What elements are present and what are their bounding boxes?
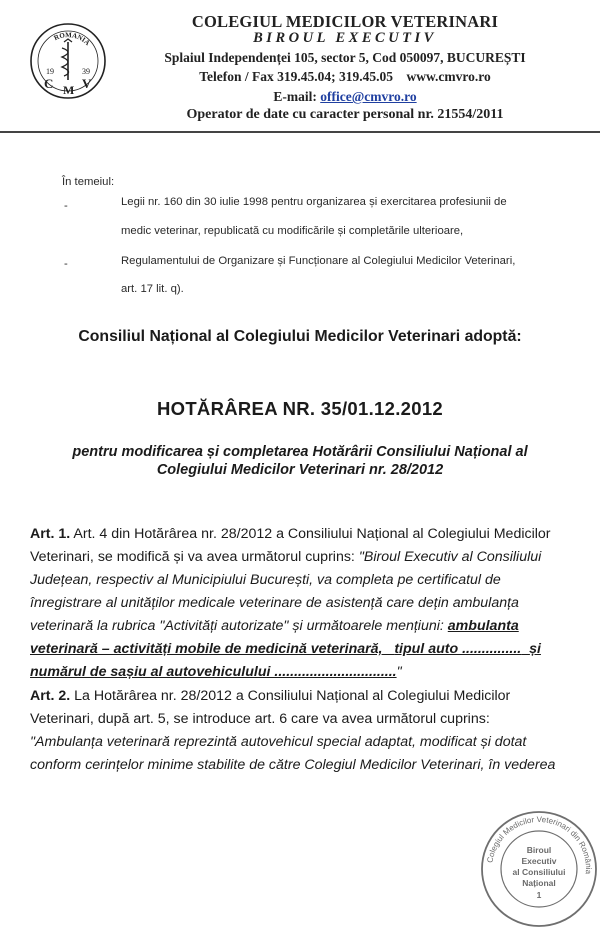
art1-text-7a: numărul de sașiu al autovehiculului ...............................	[30, 664, 397, 680]
art1-line-4: înregistrare al unităților medicale veterinare de asistență care dețin ambulanța	[30, 595, 519, 611]
art1-line-2	[30, 549, 541, 565]
council-adopts: Consiliul Național al Colegiului Medicilor Veterinari adoptă:	[78, 328, 522, 345]
basis-item-2-line-2: art. 17 lit. q).	[121, 283, 184, 295]
art1-text-6c: și	[529, 641, 541, 657]
basis-item-1-line-1: Legii nr. 160 din 30 iulie 1998 pentru organizarea și exercitarea profesiunii de	[121, 196, 507, 208]
art1-line-5	[30, 618, 519, 634]
stamp-line-4: Național	[522, 878, 556, 888]
basis-item-2-line-1: Regulamentului de Organizare și Funcționare al Colegiului Medicilor Veterinari,	[121, 255, 516, 267]
art2-line-3: "Ambulanța veterinară reprezintă autovehicul special adaptat, modificat și dotat	[30, 734, 527, 750]
bureau-name: BIROUL EXECUTIV	[253, 30, 437, 46]
website-link[interactable]: www.cmvro.ro	[406, 69, 491, 84]
stamp-line-3: al Consiliului	[512, 867, 566, 877]
stamp-line-2: Executiv	[521, 856, 557, 866]
art1-text-2a: Veterinari, se modifică și va avea următorul cuprins:	[30, 549, 359, 565]
art1-text-5b: "Activități autorizate"	[159, 618, 289, 634]
phone-line	[110, 69, 580, 85]
official-stamp	[478, 808, 600, 930]
logo-letter-m: M	[63, 83, 75, 97]
operator-line: Operator de date cu caracter personal nr. 21554/2011	[186, 107, 504, 122]
org-name: COLEGIUL MEDICILOR VETERINARI	[191, 12, 499, 31]
art1-text-5c: și următoarele mențiuni:	[288, 618, 448, 634]
basis-dash-2: -	[64, 258, 68, 270]
logo-country-text: ROMANIA	[52, 31, 92, 48]
basis-item-1-line-2: medic veterinar, republicată cu modificările și completările ulterioare,	[121, 225, 464, 237]
art1-text-6a: veterinară – activități mobile de medicină veterinară,	[30, 641, 383, 657]
basis-dash-1: -	[64, 200, 68, 212]
art1-line-1	[30, 526, 551, 542]
art2-line-1	[30, 688, 510, 704]
logo-year-right: 39	[82, 67, 90, 76]
stamp-ring-text: Colegiul Medicilor Veterinari din România	[485, 814, 594, 875]
stamp-line-1: Biroul	[526, 845, 552, 855]
email-line	[110, 89, 580, 105]
decision-title: HOTĂRÂREA NR. 35/01.12.2012	[156, 398, 444, 419]
art2-line-2: Veterinari, după art. 5, se introduce art. 6 care va avea următorul cuprins:	[30, 711, 490, 727]
header-divider	[0, 131, 600, 133]
svg-text:ROMANIA	[53, 31, 92, 47]
decision-subtitle-line-1: pentru modificarea și completarea Hotărârii Consiliului Național al	[72, 444, 528, 460]
email-link[interactable]: office@cmvro.ro	[320, 89, 417, 104]
cmv-logo	[29, 22, 107, 100]
email-label: E-mail:	[273, 89, 317, 104]
art1-text-7b: "	[396, 664, 402, 680]
art1-label: Art. 1.	[30, 526, 71, 542]
art1-text-2b: "Biroul Executiv al Consiliului	[358, 549, 542, 565]
art1-line-7	[30, 664, 402, 680]
address: Splaiul Independenței 105, sector 5, Cod 050097, BUCUREȘTI	[164, 50, 526, 65]
art1-text-5a: veterinară la rubrica	[30, 618, 160, 634]
phone-fax: Telefon / Fax 319.45.04; 319.45.05	[199, 69, 393, 84]
logo-letter-v: V	[82, 76, 92, 91]
art2-label: Art. 2.	[30, 688, 71, 704]
art1-text-1: Art. 4 din Hotărârea nr. 28/2012 a Consiliului Național al Colegiului Medicilor	[70, 526, 551, 542]
stamp-number: 1	[536, 890, 542, 900]
art2-text-1: La Hotărârea nr. 28/2012 a Consiliului Național al Colegiului Medicilor	[70, 688, 511, 704]
art1-text-6b: tipul auto ...............	[394, 641, 522, 657]
decision-subtitle-line-2: Colegiului Medicilor Veterinari nr. 28/2012	[156, 462, 444, 478]
logo-year-left: 19	[46, 67, 54, 76]
art2-line-4: conform cerințelor minime stabilite de către Colegiul Medicilor Veterinari, în vederea	[30, 757, 556, 773]
art1-text-5d: ambulanta	[447, 618, 519, 634]
logo-letter-c: C	[44, 76, 54, 91]
basis-intro: În temeiul:	[62, 176, 115, 188]
staff-of-asclepius-icon	[62, 39, 72, 80]
art1-line-3: Județean, respectiv al Municipiului București, va completa pe certificatul de	[30, 572, 501, 588]
art1-line-6	[30, 641, 541, 657]
